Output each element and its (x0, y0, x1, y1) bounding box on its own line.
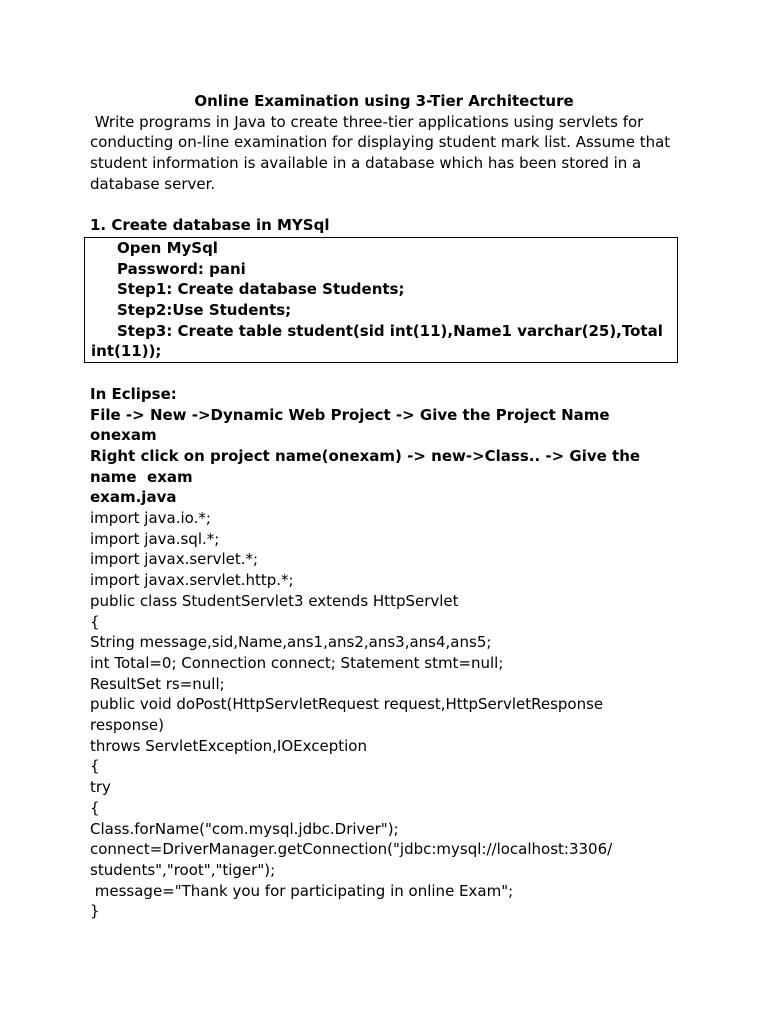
code-line: import java.io.*; (90, 509, 211, 528)
box-line: Password: pani (117, 259, 246, 278)
box-line: Step2:Use Students; (117, 301, 292, 320)
code-line: public class StudentServlet3 extends HttpServlet (90, 591, 459, 610)
spacer (90, 195, 690, 216)
filename-line: exam.java (90, 488, 177, 507)
intro-line: Write programs in Java to create three-tier applications using servlets for (90, 112, 644, 131)
mysql-steps-box (84, 237, 678, 363)
code-line: response) (90, 716, 164, 735)
box-line: Step3: Create table student(sid int(11),Name1 varchar(25),Total (117, 321, 663, 340)
document-content (90, 91, 690, 922)
intro-line: student information is available in a database which has been stored in a (90, 154, 642, 173)
eclipse-line: In Eclipse: (90, 384, 177, 403)
intro-line: conducting on-line examination for displaying student mark list. Assume that (90, 133, 671, 152)
document-title: Online Examination using 3-Tier Architecture (194, 92, 574, 110)
eclipse-line: Right click on project name(onexam) -> new->Class.. -> Give the (90, 446, 641, 465)
box-line: Step1: Create database Students; (117, 280, 405, 299)
code-line: } (90, 902, 100, 921)
code-line: message="Thank you for participating in online Exam"; (90, 881, 514, 900)
code-line: public void doPost(HttpServletRequest request,HttpServletResponse (90, 695, 604, 714)
eclipse-line: name exam (90, 467, 193, 486)
code-line: { (90, 798, 100, 817)
box-line: Open MySql (117, 238, 218, 257)
section-heading: 1. Create database in MYSql (90, 216, 330, 235)
code-line: students","root","tiger"); (90, 860, 276, 879)
code-line: try (90, 778, 111, 797)
spacer (90, 363, 690, 384)
intro-paragraph (90, 112, 690, 195)
code-line: { (90, 612, 100, 631)
code-line: connect=DriverManager.getConnection("jdbc:mysql://localhost:3306/ (90, 840, 613, 859)
code-line: { (90, 757, 100, 776)
code-line: Class.forName("com.mysql.jdbc.Driver"); (90, 819, 399, 838)
code-line: import javax.servlet.http.*; (90, 571, 294, 590)
code-line: import javax.servlet.*; (90, 550, 259, 569)
box-line: int(11)); (91, 342, 162, 361)
code-line: int Total=0; Connection connect; Statement stmt=null; (90, 653, 504, 672)
code-line: ResultSet rs=null; (90, 674, 225, 693)
code-line: String message,sid,Name,ans1,ans2,ans3,ans4,ans5; (90, 633, 492, 652)
eclipse-instructions (90, 384, 690, 508)
intro-line: database server. (90, 174, 216, 193)
code-line: throws ServletException,IOException (90, 736, 367, 755)
code-line: import java.sql.*; (90, 529, 220, 548)
eclipse-line: onexam (90, 426, 157, 445)
java-code-listing (90, 508, 690, 922)
eclipse-line: File -> New ->Dynamic Web Project -> Give the Project Name (90, 405, 610, 424)
